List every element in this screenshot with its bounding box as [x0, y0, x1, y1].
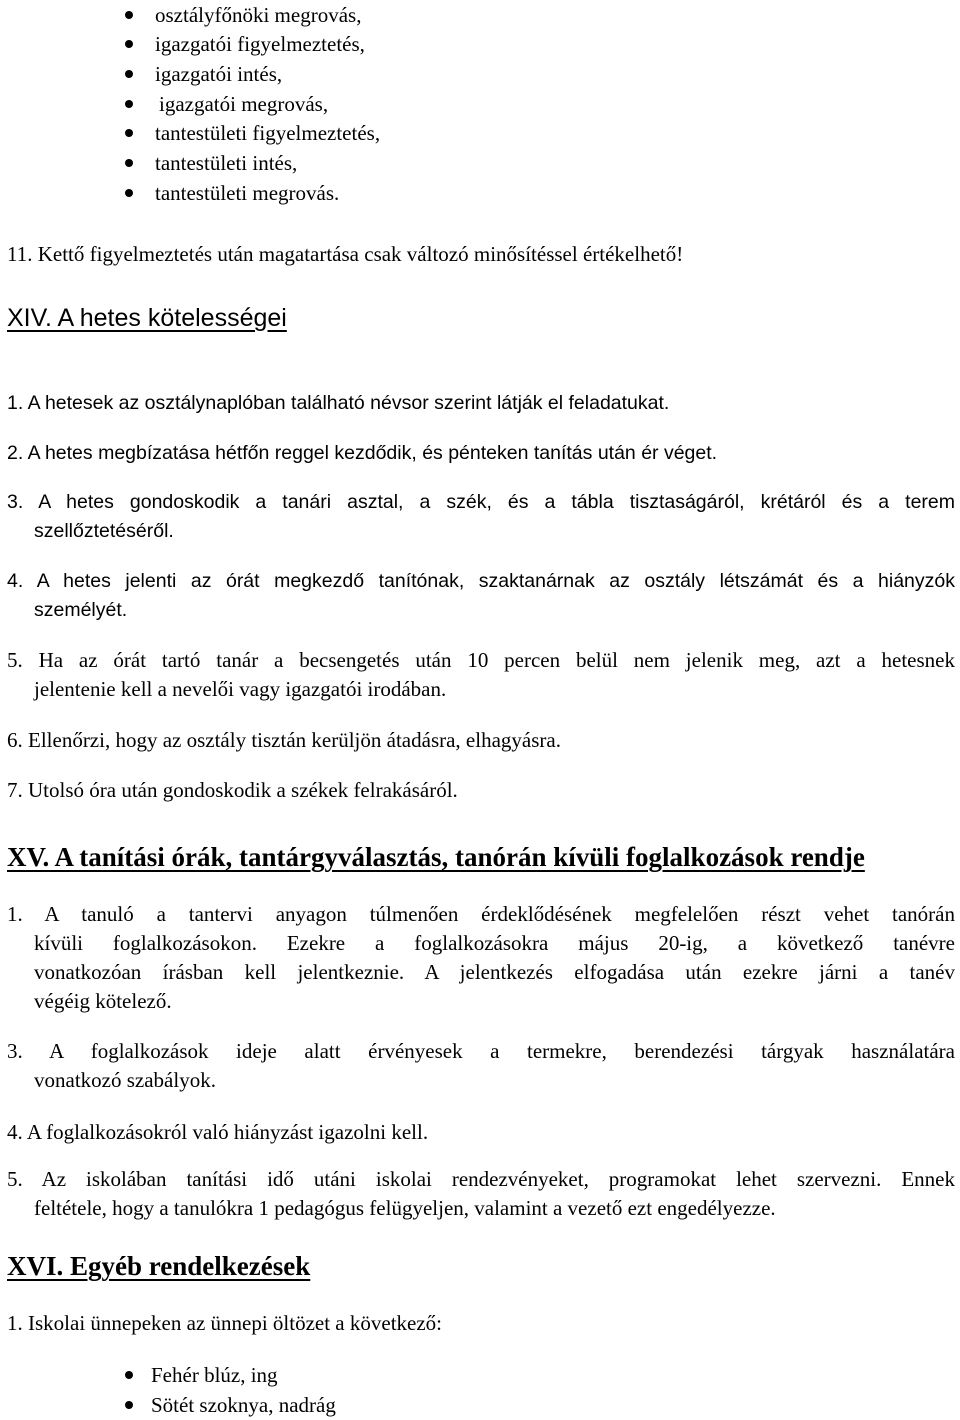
- text-line: 1. A tanuló a tantervi anyagon túlmenően érdeklődésének megfelelően részt vehet tanórán: [7, 902, 955, 926]
- section-xiv-item-4: [7, 567, 955, 625]
- text-line: jelentenie kell a nevelői vagy igazgatói irodában.: [34, 677, 447, 701]
- section-xiv-item-1: 1. A hetesek az osztálynaplóban található névsor szerint látják el feladatukat.: [7, 392, 670, 414]
- section-xiv-item-2: 2. A hetes megbízatása hétfőn reggel kezdődik, és pénteken tanítás után ér véget.: [7, 442, 718, 464]
- text-line: kívüli foglalkozásokon. Ezekre a foglalkozásokra május 20-ig, a következő tanévre: [34, 931, 955, 955]
- text-line: személyét.: [34, 599, 128, 621]
- section-xiv-item-5: [7, 646, 955, 704]
- section-xv-item-3: [7, 1037, 955, 1095]
- text-line: vonatkozó szabályok.: [34, 1068, 216, 1092]
- paragraph-11: 11. Kettő figyelmeztetés után magatartása csak változó minősítéssel értékelhető!: [7, 242, 684, 266]
- list-item: Sötét szoknya, nadrág: [151, 1390, 336, 1420]
- section-xvi-item-1: 1. Iskolai ünnepeken az ünnepi öltözet a következő:: [7, 1311, 443, 1335]
- text-line: 5. Az iskolában tanítási idő utáni iskolai rendezvényeket, programokat lehet szervezni. Ennek: [7, 1167, 955, 1191]
- text-line: 5. Ha az órát tartó tanár a becsengetés után 10 percen belül nem jelenik meg, azt a hetesnek: [7, 648, 955, 672]
- section-xiv-item-7: 7. Utolsó óra után gondoskodik a székek felrakásáról.: [7, 778, 458, 802]
- section-heading-xv: XV. A tanítási órák, tantárgyválasztás, tanórán kívüli foglalkozások rendje: [7, 842, 865, 872]
- section-xv-item-1: [7, 900, 955, 1016]
- list-item: igazgatói intés,: [155, 59, 282, 89]
- text-line: vonatkozóan írásban kell jelentkeznie. A jelentkezés elfogadása után ezekre járni a tanév: [34, 960, 955, 984]
- text-line: 3. A foglalkozások ideje alatt érvényesek a termekre, berendezési tárgyak használatára: [7, 1039, 955, 1063]
- list-item: tantestületi figyelmeztetés,: [155, 118, 380, 148]
- section-xv-item-4: 4. A foglalkozásokról való hiányzást igazolni kell.: [7, 1120, 429, 1144]
- text-line: végéig kötelező.: [34, 989, 172, 1013]
- list-item: tantestületi intés,: [155, 148, 297, 178]
- section-xiv-item-6: 6. Ellenőrzi, hogy az osztály tisztán kerüljön átadásra, elhagyásra.: [7, 728, 561, 752]
- list-item: tantestületi megrovás.: [155, 178, 339, 208]
- text-line: szellőztetéséről.: [34, 520, 174, 542]
- section-heading-xvi: XVI. Egyéb rendelkezések: [7, 1251, 311, 1281]
- text-line: 4. A hetes jelenti az órát megkezdő tanítónak, szaktanárnak az osztály létszámát és a hiányzók: [7, 570, 955, 592]
- list-item: igazgatói megrovás,: [159, 89, 328, 119]
- list-item: osztályfőnöki megrovás,: [155, 0, 361, 30]
- section-xiv-item-3: [7, 488, 955, 546]
- list-item: Fehér blúz, ing: [151, 1360, 278, 1390]
- section-heading-xiv: XIV. A hetes kötelességei: [7, 304, 287, 332]
- text-line: feltétele, hogy a tanulókra 1 pedagógus felügyeljen, valamint a vezető ezt engedélyezze.: [34, 1196, 776, 1220]
- text-line: 3. A hetes gondoskodik a tanári asztal, a szék, és a tábla tisztaságáról, krétáról és a terem: [7, 491, 955, 513]
- list-item: igazgatói figyelmeztetés,: [155, 29, 365, 59]
- section-xv-item-5: [7, 1165, 955, 1223]
